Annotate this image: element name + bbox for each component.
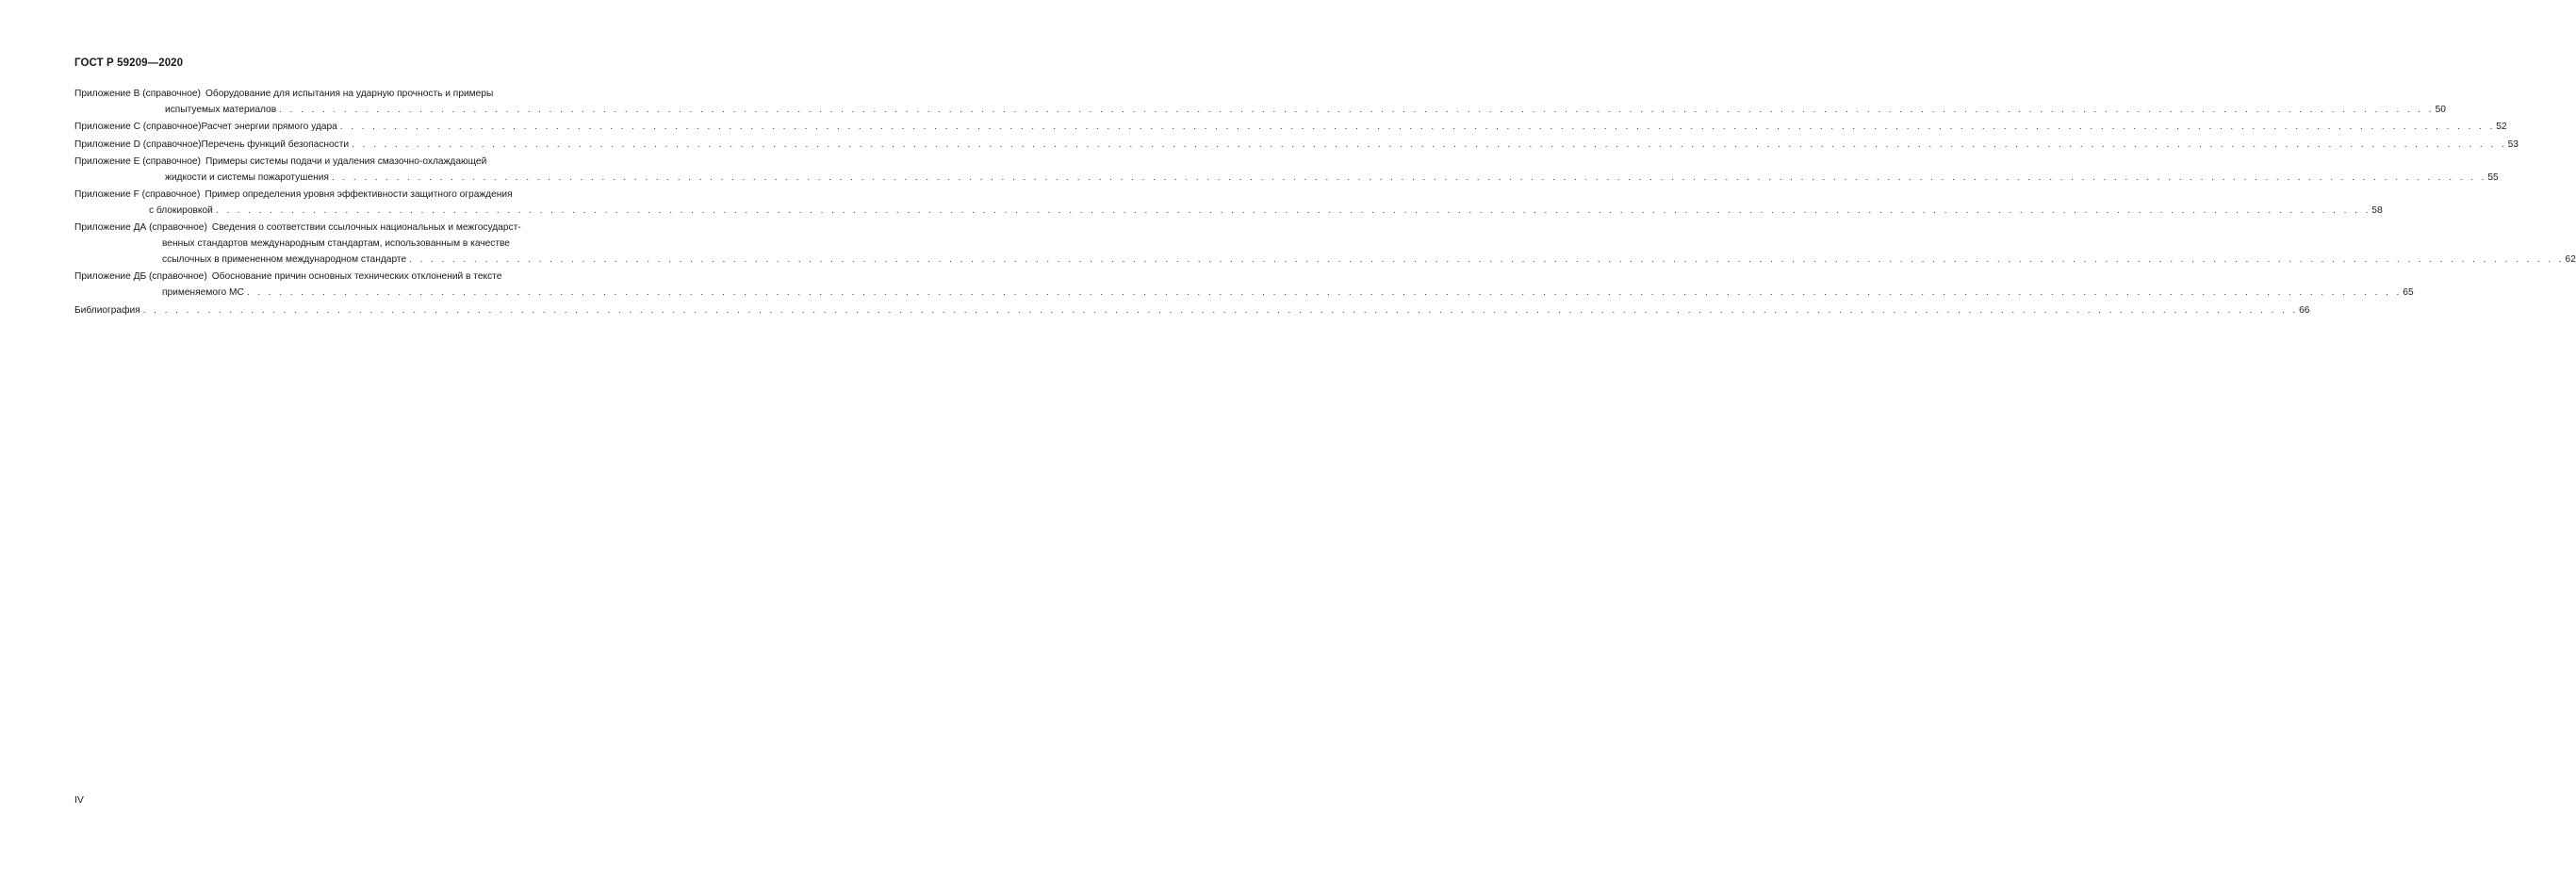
toc-leader-dots: . . . . . . . . . . . . . . . . . . . . . . . . . . . . . . . . . . . . . . . . . . . . . . . . . . . . . . . . . . . . . . . . . . . . . . . . . . . . . . . . . . . . . . . . . . . . . . . . . . . . . . . . . . . . . . . . . . . . . . . . . . . . . . . . . . . . . . . . . . . . . . . . . . . . . . . . . . . . . . . . . . . . . . . . . . . . . . . . . . . . . . . . . . . . . . . . . . . . . . . . — [352, 139, 2507, 150]
toc-page-number: 50 — [2435, 104, 2446, 115]
toc-entry-title: Примеры системы подачи и удаления смазочно-охлаждающей — [205, 156, 487, 168]
toc-entry-title: жидкости и системы пожаротушения — [165, 171, 329, 183]
toc-entry-label: Приложение B (справочное) — [74, 89, 201, 99]
toc-entry-title: ссылочных в примененном международном стандарте — [162, 253, 407, 265]
toc-entry[interactable] — [74, 188, 2383, 219]
toc-entry-label: Приложение ДА (справочное) — [74, 222, 207, 234]
toc-leader-dots: . . . . . . . . . . . . . . . . . . . . . . . . . . . . . . . . . . . . . . . . . . . . . . . . . . . . . . . . . . . . . . . . . . . . . . . . . . . . . . . . . . . . . . . . . . . . . . . . . . . . . . . . . . . . . . . . . . . . . . . . . . . . . . . . . . . . . . . . . . . . . . . . . . . . . . . . . . . . . . . . . . . . . . . . . . . . . . . . . . . . . . . . . . . . . . . . . . . . . . . . — [409, 253, 2565, 265]
toc-entry-label: Библиография — [74, 304, 140, 316]
toc-page-number: 52 — [2496, 122, 2507, 133]
toc-entry-label: Приложение ДБ (справочное) — [74, 271, 207, 283]
toc-entry-label: Приложение F (справочное) — [74, 189, 201, 201]
toc-entry-title: Сведения о соответствии ссылочных национальных и межгосударст- — [211, 222, 521, 234]
toc-entry[interactable] — [74, 269, 2414, 301]
toc-entry-title: Перечень функций безопасности — [201, 139, 350, 150]
toc-entry-title: Обоснование причин основных технических отклонений в тексте — [211, 271, 502, 283]
toc-entry-title: Расчет энергии прямого удара — [201, 122, 337, 133]
toc-entry-title: испытуемых материалов — [165, 104, 277, 115]
toc-page-number: 65 — [2403, 287, 2414, 299]
toc-entry[interactable] — [74, 303, 2310, 319]
toc-entry-title: с блокировкой — [149, 205, 213, 216]
toc-entry-title: применяемого МС — [162, 287, 244, 299]
toc-leader-dots: . . . . . . . . . . . . . . . . . . . . . . . . . . . . . . . . . . . . . . . . . . . . . . . . . . . . . . . . . . . . . . . . . . . . . . . . . . . . . . . . . . . . . . . . . . . . . . . . . . . . . . . . . . . . . . . . . . . . . . . . . . . . . . . . . . . . . . . . . . . . . . . . . . . . . . . . . . . . . . . . . . . . . . . . . . . . . . . . . . . . . . . . . . . . . . . . . . . . . . . . — [279, 104, 2435, 115]
toc-entry[interactable] — [74, 87, 2446, 118]
toc-entry[interactable] — [74, 155, 2499, 186]
toc-leader-dots: . . . . . . . . . . . . . . . . . . . . . . . . . . . . . . . . . . . . . . . . . . . . . . . . . . . . . . . . . . . . . . . . . . . . . . . . . . . . . . . . . . . . . . . . . . . . . . . . . . . . . . . . . . . . . . . . . . . . . . . . . . . . . . . . . . . . . . . . . . . . . . . . . . . . . . . . . . . . . . . . . . . . . . . . . . . . . . . . . . . . . . . . . . . . . . . . . . . . . . . . — [215, 205, 2371, 216]
toc-page-number: 62 — [2565, 253, 2576, 265]
toc-leader-dots: . . . . . . . . . . . . . . . . . . . . . . . . . . . . . . . . . . . . . . . . . . . . . . . . . . . . . . . . . . . . . . . . . . . . . . . . . . . . . . . . . . . . . . . . . . . . . . . . . . . . . . . . . . . . . . . . . . . . . . . . . . . . . . . . . . . . . . . . . . . . . . . . . . . . . . . . . . . . . . . . . . . . . . . . . . . . . . . . . . . . . . . . . . . . . . . . . . . . . . . . — [142, 304, 2299, 316]
toc-leader-dots: . . . . . . . . . . . . . . . . . . . . . . . . . . . . . . . . . . . . . . . . . . . . . . . . . . . . . . . . . . . . . . . . . . . . . . . . . . . . . . . . . . . . . . . . . . . . . . . . . . . . . . . . . . . . . . . . . . . . . . . . . . . . . . . . . . . . . . . . . . . . . . . . . . . . . . . . . . . . . . . . . . . . . . . . . . . . . . . . . . . . . . . . . . . . . . . . . . . . . . . . — [339, 122, 2496, 133]
page-number: IV — [74, 794, 84, 806]
toc-entry-label: Приложение D (справочное) — [74, 139, 202, 150]
toc-entry-title: венных стандартов международным стандартам, использованным в качестве — [162, 238, 510, 250]
document-header: ГОСТ Р 59209—2020 — [74, 57, 184, 69]
toc-page-number: 58 — [2371, 205, 2383, 216]
toc-page-number: 66 — [2299, 304, 2310, 316]
toc-entry-title: Пример определения уровня эффективности защитного ограждения — [205, 189, 513, 201]
toc-entry-title: Оборудование для испытания на ударную прочность и примеры — [205, 89, 494, 99]
toc-entry[interactable] — [74, 120, 2507, 136]
toc-entry-label: Приложение E (справочное) — [74, 156, 201, 168]
toc-leader-dots: . . . . . . . . . . . . . . . . . . . . . . . . . . . . . . . . . . . . . . . . . . . . . . . . . . . . . . . . . . . . . . . . . . . . . . . . . . . . . . . . . . . . . . . . . . . . . . . . . . . . . . . . . . . . . . . . . . . . . . . . . . . . . . . . . . . . . . . . . . . . . . . . . . . . . . . . . . . . . . . . . . . . . . . . . . . . . . . . . . . . . . . . . . . . . . . . . . . . . . . . — [331, 171, 2487, 183]
table-of-contents — [74, 87, 2576, 320]
toc-entry[interactable] — [74, 220, 2576, 268]
toc-page-number: 53 — [2507, 139, 2519, 150]
toc-page-number: 55 — [2487, 171, 2499, 183]
toc-entry-label: Приложение C (справочное) — [74, 122, 202, 133]
toc-entry[interactable] — [74, 138, 2519, 154]
toc-leader-dots: . . . . . . . . . . . . . . . . . . . . . . . . . . . . . . . . . . . . . . . . . . . . . . . . . . . . . . . . . . . . . . . . . . . . . . . . . . . . . . . . . . . . . . . . . . . . . . . . . . . . . . . . . . . . . . . . . . . . . . . . . . . . . . . . . . . . . . . . . . . . . . . . . . . . . . . . . . . . . . . . . . . . . . . . . . . . . . . . . . . . . . . . . . . . . . . . . . . . . . . . — [246, 287, 2403, 299]
